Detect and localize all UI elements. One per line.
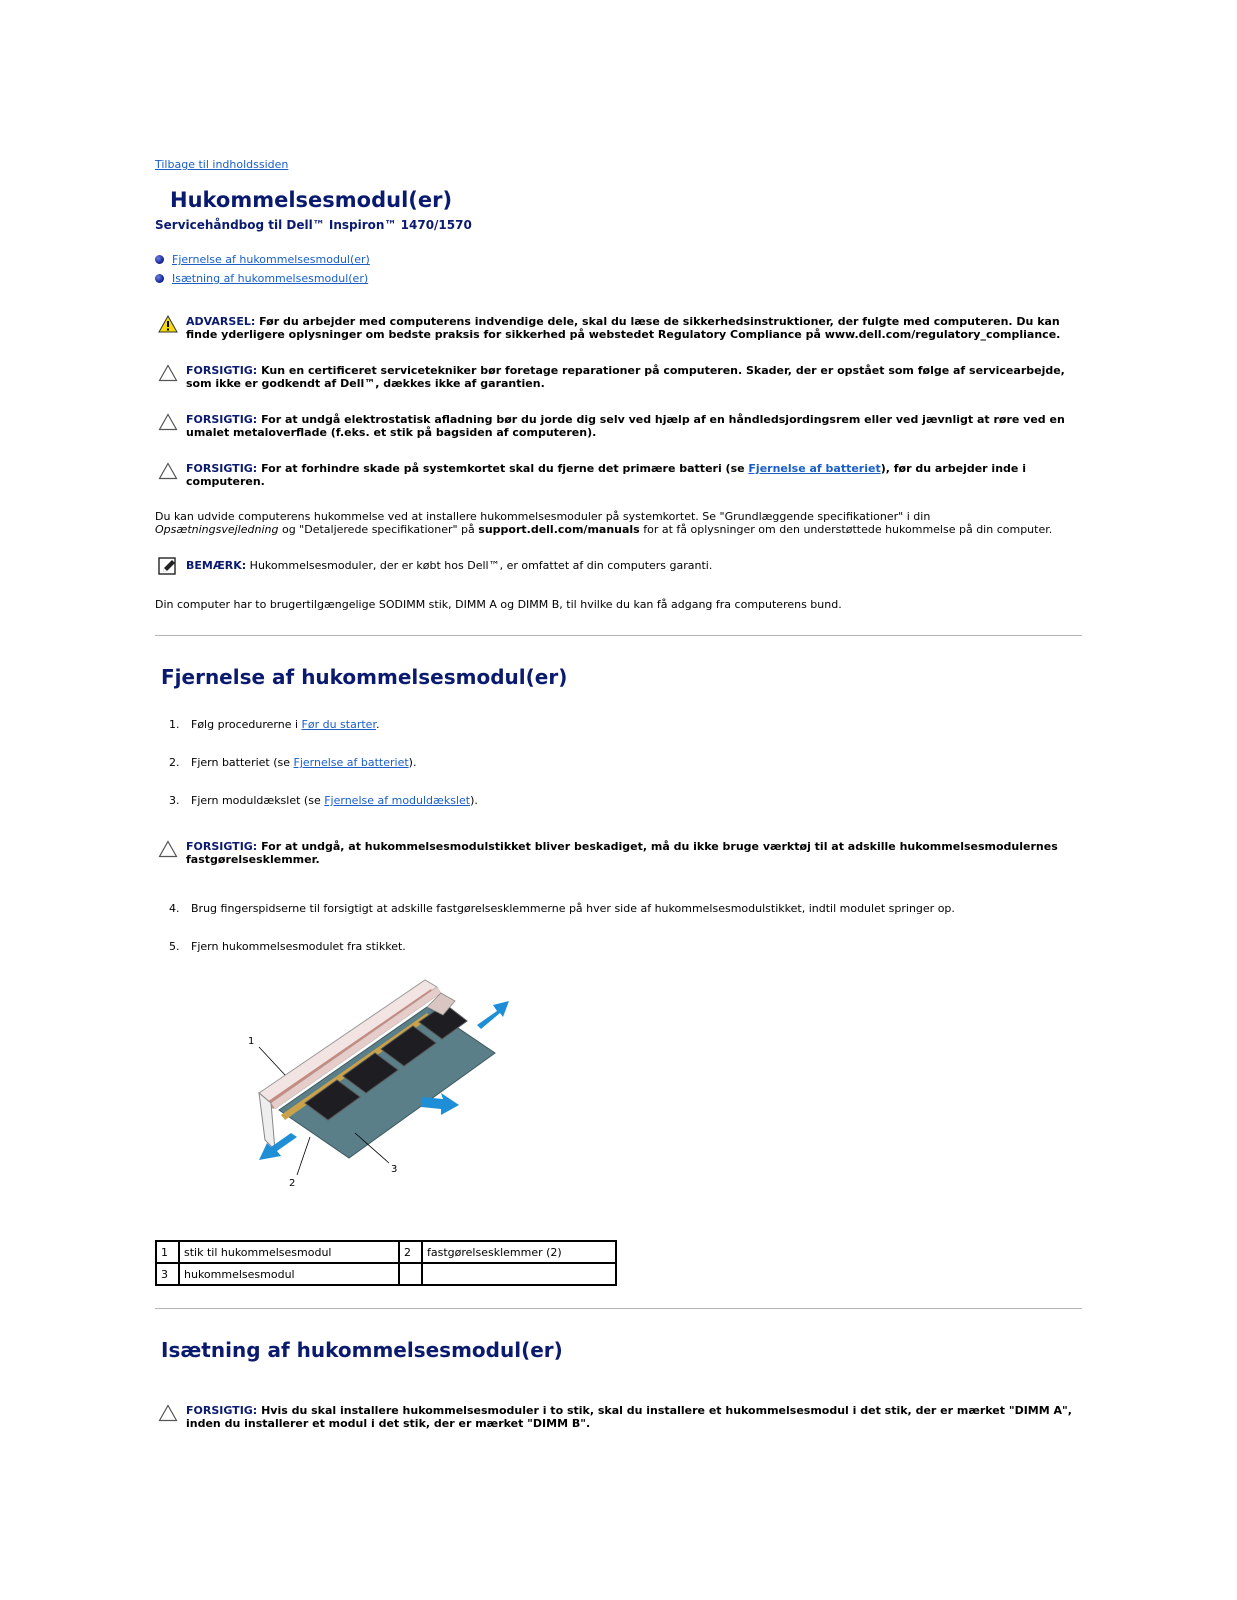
caution-notice [158, 364, 1076, 390]
figure-legend-table [155, 1240, 617, 1286]
step-number: 3. [169, 794, 180, 807]
step-5 [169, 940, 406, 953]
step-number: 2. [169, 756, 180, 769]
step-text: Fjern moduldækslet (se [191, 794, 325, 807]
notice-label: ADVARSEL: [186, 315, 256, 328]
step-text: ). [408, 756, 417, 769]
step-1 [169, 718, 379, 731]
step-text: Fjern batteriet (se [191, 756, 294, 769]
legend-description: hukommelsesmodul [179, 1263, 399, 1285]
legend-description [422, 1263, 616, 1285]
intro-text: og "Detaljerede specifikationer" på [278, 523, 479, 536]
table-row [156, 1241, 616, 1263]
setup-guide-title: Opsætningsvejledning [155, 523, 279, 536]
warning-icon [158, 315, 178, 333]
caution-icon [158, 364, 178, 382]
notice-text: For at forhindre skade på systemkortet skal du fjerne det primære batteri (se [261, 462, 749, 475]
toc-link-insertion[interactable]: Isætning af hukommelsesmodul(er) [172, 272, 369, 285]
notice-label: FORSIGTIG: [186, 364, 258, 377]
step-4 [169, 902, 955, 915]
legend-number: 2 [399, 1241, 422, 1263]
caution-notice [158, 840, 1076, 866]
toc-item [155, 269, 370, 288]
notice-text: Før du arbejder med computerens indvendige dele, skal du læse de sikkerhedsinstruktioner, der fulgte med computeren. Du kan finde yderligere oplysninger om bedste praksis for sikkerhed på webstedet Regulatory Compliance på www.dell.com/regulatory_compliance. [186, 315, 1061, 341]
caution-notice [158, 1404, 1076, 1430]
intro-paragraph [155, 510, 1085, 536]
callout-1: 1 [248, 1036, 255, 1047]
note-label: BEMÆRK: [186, 559, 247, 572]
section-title-removal: Fjernelse af hukommelsesmodul(er) [161, 665, 568, 689]
toc-link-removal[interactable]: Fjernelse af hukommelsesmodul(er) [172, 253, 370, 266]
bullet-icon [155, 274, 164, 283]
notice-text: For at undgå, at hukommelsesmodulstikket bliver beskadiget, må du ikke bruge værktøj til at adskille hukommelsesmodulernes fastgørelsesklemmer. [186, 840, 1058, 866]
legend-description: stik til hukommelsesmodul [179, 1241, 399, 1263]
divider [155, 1308, 1082, 1309]
legend-description: fastgørelsesklemmer (2) [422, 1241, 616, 1263]
page-subtitle: Servicehåndbog til Dell™ Inspiron™ 1470/1570 [155, 218, 472, 232]
intro-text: for at få oplysninger om den understøttede hukommelse på din computer. [639, 523, 1053, 536]
memory-module-removal-illustration [245, 975, 535, 1200]
back-to-contents-link[interactable]: Tilbage til indholdssiden [155, 158, 289, 171]
notice-label: FORSIGTIG: [186, 840, 258, 853]
warning-notice [158, 315, 1076, 341]
caution-icon [158, 1404, 178, 1422]
note-icon [158, 557, 178, 575]
notice-text: Hvis du skal installere hukommelsesmoduler i to stik, skal du installere et hukommelsesmodul i det stik, der er mærket "DIMM A", inden du installerer et modul i det stik, der er mærket "DIMM B". [186, 1404, 1072, 1430]
battery-removal-link[interactable]: Fjernelse af batteriet [748, 462, 881, 475]
notice-label: FORSIGTIG: [186, 1404, 258, 1417]
module-cover-removal-link[interactable]: Fjernelse af moduldækslet [324, 794, 471, 807]
note-text: Hukommelsesmoduler, der er købt hos Dell™, er omfattet af din computers garanti. [246, 559, 713, 572]
legend-number: 1 [156, 1241, 179, 1263]
toc-item [155, 250, 370, 269]
caution-notice [158, 413, 1076, 439]
support-url: support.dell.com/manuals [478, 523, 640, 536]
caution-icon [158, 413, 178, 431]
note-notice [158, 557, 1076, 575]
step-text: ). [470, 794, 478, 807]
step-number: 1. [169, 718, 180, 731]
callout-3: 3 [391, 1164, 398, 1175]
battery-removal-link[interactable]: Fjernelse af batteriet [293, 756, 409, 769]
before-you-start-link[interactable]: Før du starter [301, 718, 376, 731]
section-title-insertion: Isætning af hukommelsesmodul(er) [161, 1338, 563, 1362]
divider [155, 635, 1082, 636]
page-title: Hukommelsesmodul(er) [170, 188, 453, 212]
caution-notice [158, 462, 1076, 488]
step-text: . [375, 718, 380, 731]
step-text: Fjern hukommelsesmodulet fra stikket. [191, 940, 406, 953]
intro-text: Du kan udvide computerens hukommelse ved at installere hukommelsesmoduler på systemkortet. Se "Grundlæggende specifikationer" i din [155, 510, 931, 523]
caution-icon [158, 840, 178, 858]
table-row [156, 1263, 616, 1285]
notice-label: FORSIGTIG: [186, 462, 258, 475]
callout-2: 2 [289, 1178, 296, 1189]
step-text: Brug fingerspidserne til forsigtigt at adskille fastgørelsesklemmerne på hver side af hukommelsesmodulstikket, indtil modulet springer op. [191, 902, 955, 915]
table-of-contents [155, 250, 370, 288]
step-3 [169, 794, 478, 807]
notice-text: For at undgå elektrostatisk afladning bør du jorde dig selv ved hjælp af en håndledsjordingsrem eller ved jævnligt at røre ved en umalet metaloverflade (f.eks. et stik på bagsiden af computeren). [186, 413, 1065, 439]
step-2 [169, 756, 416, 769]
bullet-icon [155, 255, 164, 264]
slots-paragraph: Din computer har to brugertilgængelige SODIMM stik, DIMM A og DIMM B, til hvilke du kan få adgang fra computerens bund. [155, 598, 842, 611]
notice-text: ), før du arbejder inde i computeren. [186, 462, 1026, 488]
legend-number: 3 [156, 1263, 179, 1285]
legend-number [399, 1263, 422, 1285]
notice-label: FORSIGTIG: [186, 413, 258, 426]
step-text: Følg procedurerne i [191, 718, 302, 731]
caution-icon [158, 462, 178, 480]
step-number: 5. [169, 940, 180, 953]
notice-text: Kun en certificeret servicetekniker bør foretage reparationer på computeren. Skader, der er opstået som følge af servicearbejde, som ikke er godkendt af Dell™, dækkes ikke af garantien. [186, 364, 1065, 390]
step-number: 4. [169, 902, 180, 915]
